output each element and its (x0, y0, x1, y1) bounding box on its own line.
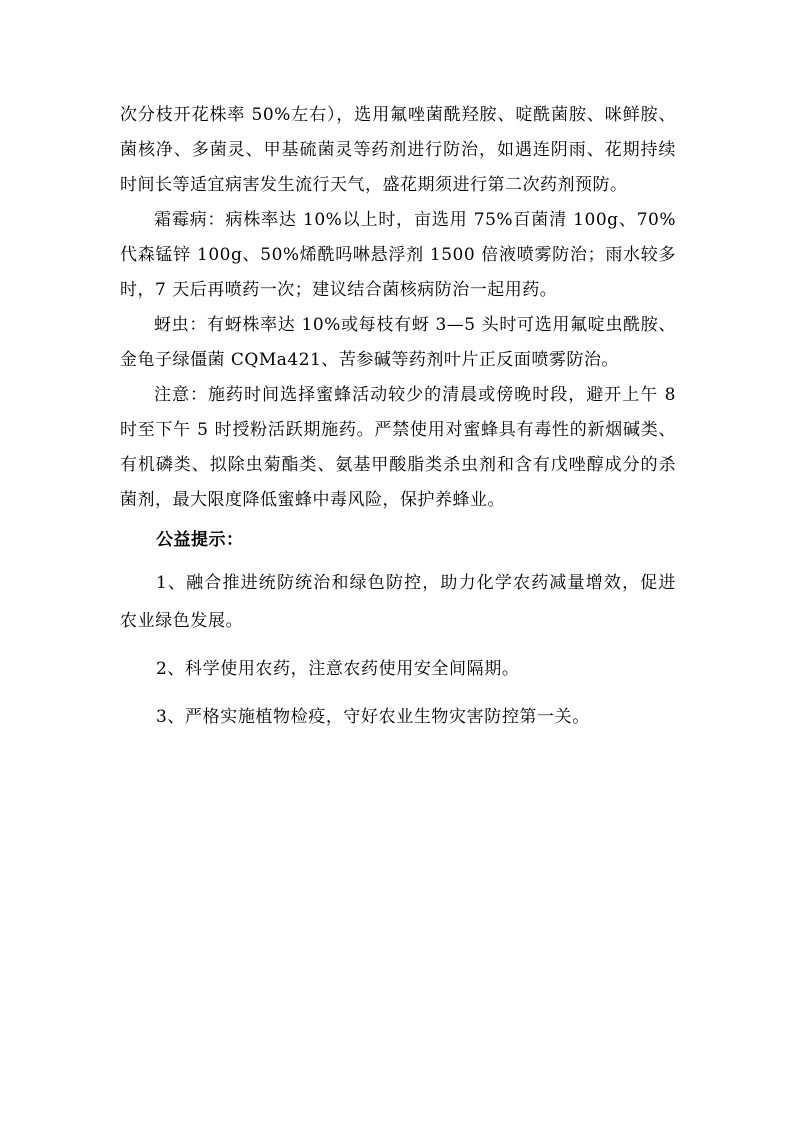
paragraph-disease-control-continued: 次分枝开花株率 50%左右），选用氟唑菌酰羟胺、啶酰菌胺、咪鲜胺、菌核净、多菌灵、甲基硫菌灵等药剂进行防治，如遇连阴雨、花期持续时间长等适宜病害发生流行天气，盛花期须进行第二次药剂预防。 (120, 105, 676, 195)
tip-item-3: 3、严格实施植物检疫，守好农业生物灾害防控第一关。 (156, 707, 590, 727)
tip-item-2: 2、科学使用农药，注意农药使用安全间隔期。 (156, 659, 520, 679)
paragraph-bee-safety-note: 注意：施药时间选择蜜蜂活动较少的清晨或傍晚时段，避开上午 8 时至下午 5 时授粉活跃期施药。严禁使用对蜜蜂具有毒性的新烟碱类、有机磷类、拟除虫菊酯类、氨基甲酸脂类杀虫剂和含有戊唑醇成分的杀菌剂，最大限度降低蜜蜂中毒风险，保护养蜂业。 (120, 385, 676, 510)
document-body (120, 98, 676, 746)
tips-list (120, 564, 676, 736)
paragraph-aphid: 蚜虫：有蚜株率达 10%或每枝有蚜 3—5 头时可选用氟啶虫酰胺、金龟子绿僵菌 CQMa421、苦参碱等药剂叶片正反面喷雾防治。 (120, 315, 676, 370)
tip-item-1: 1、融合推进统防统治和绿色防控，助力化学农药减量增效，促进农业绿色发展。 (120, 573, 676, 631)
paragraph-downy-mildew: 霜霉病：病株率达 10%以上时，亩选用 75%百菌清 100g、70%代森锰锌 100g、50%烯酰吗啉悬浮剂 1500 倍液喷雾防治；雨水较多时，7 天后再喷药一次；建议结合菌核病防治一起用药。 (120, 210, 676, 300)
tips-heading: 公益提示： (156, 530, 244, 550)
